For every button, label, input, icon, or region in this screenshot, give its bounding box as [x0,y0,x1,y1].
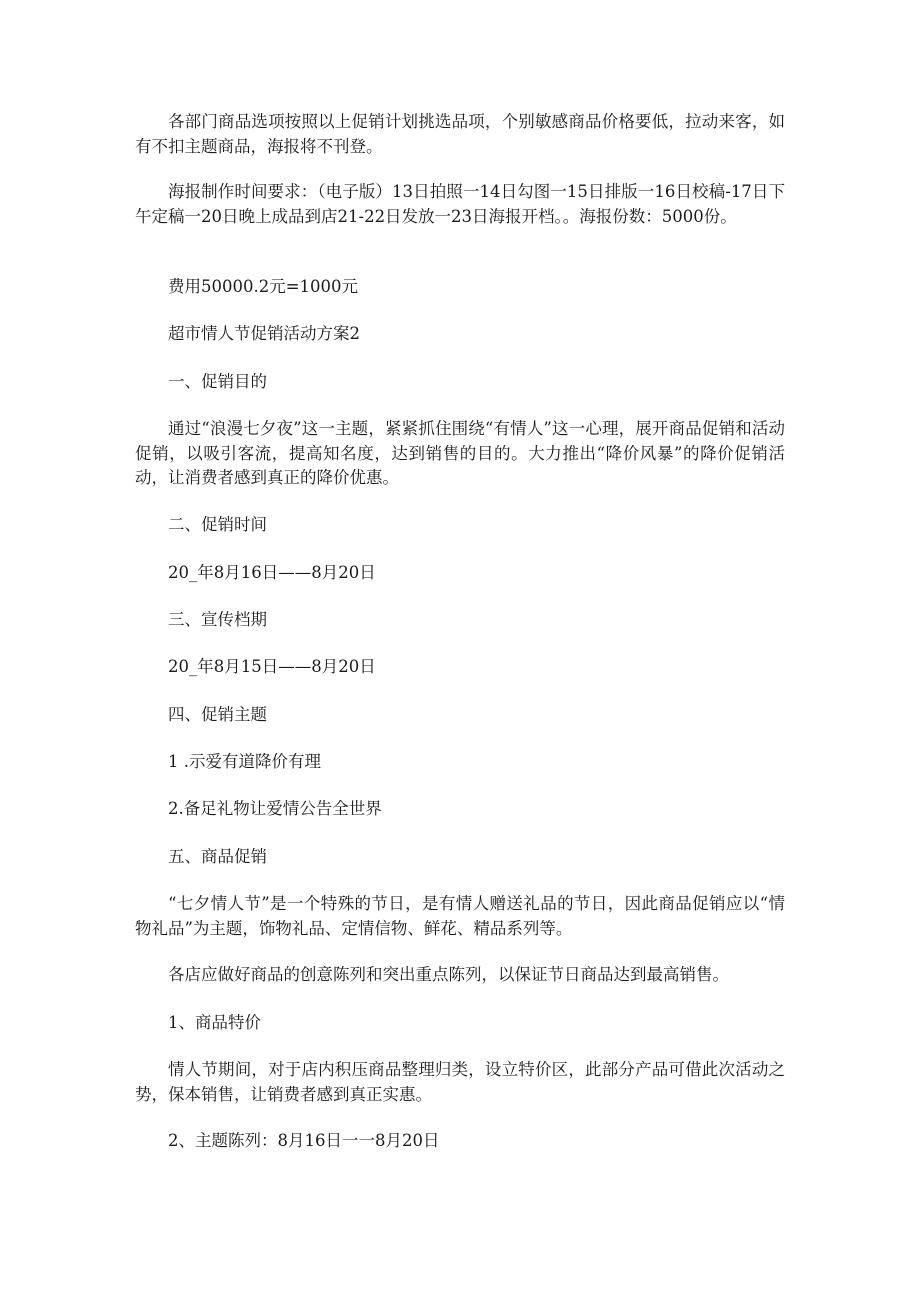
paragraph-advertising-dates: 20_年8月15日——8月20日 [168,657,376,676]
heading-advertising-period: 三、宣传档期 [168,610,267,629]
paragraph-promotion-purpose: 通过“浪漫七夕夜”这一主题，紧紧抓住围绕“有情人”这一心理，展开商品促销和活动促销，以吸引客流，提高知名度，达到销售的目的。大力推出“降价风暴”的降价促销活动，让消费者感到真正的降价优惠。 [135,419,785,487]
heading-promotion-theme: 四、促销主题 [168,705,267,724]
paragraph-department-selection: 各部门商品选项按照以上促销计划挑选品项，个别敏感商品价格要低，拉动来客，如有不扣主题商品，海报将不刊登。 [135,112,785,156]
theme-item-2: 2.备足礼物让爱情公告全世界 [168,799,382,818]
paragraph-store-display: 各店应做好商品的创意陈列和突出重点陈列，以保证节日商品达到最高销售。 [168,965,729,984]
heading-product-promotion: 五、商品促销 [168,847,267,866]
heading-theme-display: 2、主题陈列：8月16日一一8月20日 [168,1131,440,1150]
heading-special-price: 1、商品特价 [168,1013,261,1032]
paragraph-special-price: 情人节期间，对于店内积压商品整理归类，设立特价区，此部分产品可借此次活动之势，保本销售，让销费者感到真正实惠。 [135,1060,785,1104]
heading-promotion-time: 二、促销时间 [168,515,267,534]
paragraph-festival-gifts: “七夕情人节”是一个特殊的节日，是有情人赠送礼品的节日，因此商品促销应以“情物礼品”为主题，饰物礼品、定情信物、鲜花、精品系列等。 [135,894,785,938]
heading-promotion-purpose: 一、促销目的 [168,372,267,391]
paragraph-cost: 费用50000.2元=1000元 [168,277,359,296]
section-title: 超市情人节促销活动方案2 [168,324,360,343]
theme-item-1: 1 .示爱有道降价有理 [168,752,321,771]
paragraph-promotion-dates: 20_年8月16日——8月20日 [168,563,376,582]
paragraph-poster-schedule: 海报制作时间要求：（电子版）13日拍照一14日勾图一15日排版一16日校稿-17日下午定稿一20日晚上成品到店21-22日发放一23日海报开档。。海报份数：5000份。 [135,182,785,226]
